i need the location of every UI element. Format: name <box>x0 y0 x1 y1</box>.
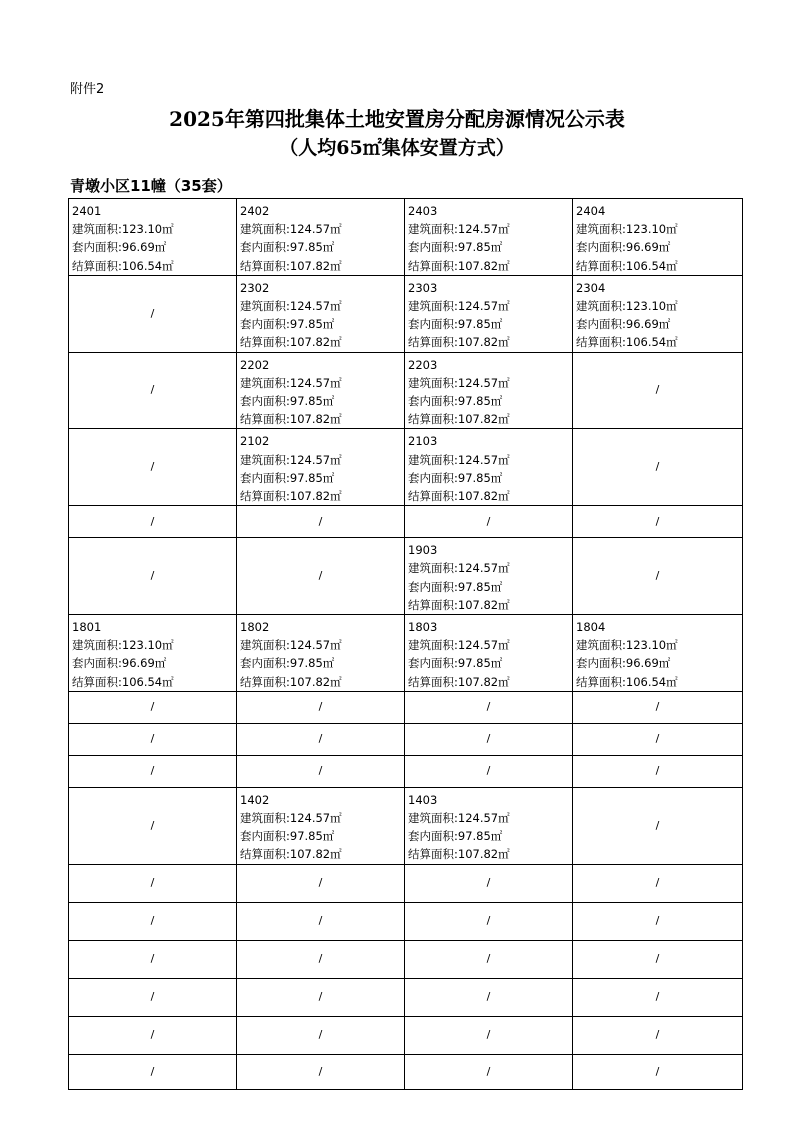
empty-cell: / <box>405 902 573 940</box>
table-row <box>69 1054 743 1089</box>
inner-area: 套内面积:97.85㎡ <box>408 470 503 485</box>
empty-cell: / <box>69 940 237 978</box>
building-area: 建筑面积:124.57㎡ <box>408 222 510 237</box>
empty-cell: / <box>573 940 743 978</box>
page-title: 2025年第四批集体土地安置房分配房源情况公示表 <box>169 107 625 131</box>
inner-area: 套内面积:97.85㎡ <box>240 240 335 255</box>
empty-cell: / <box>405 723 573 755</box>
unit-cell-1403 <box>405 787 573 864</box>
table-row <box>69 755 743 787</box>
settlement-area: 结算面积:106.54㎡ <box>576 674 678 689</box>
unit-cell-1803 <box>405 615 573 692</box>
table-row <box>69 864 743 902</box>
empty-cell: / <box>237 978 405 1016</box>
inner-area: 套内面积:97.85㎡ <box>240 829 335 844</box>
empty-cell: / <box>69 691 237 723</box>
table-row <box>69 538 743 615</box>
building-area: 建筑面积:124.57㎡ <box>240 375 342 390</box>
empty-cell: / <box>237 538 405 615</box>
unit-number: 1802 <box>240 620 270 635</box>
unit-number: 2203 <box>408 357 438 372</box>
unit-cell-2203 <box>405 352 573 429</box>
unit-number: 2401 <box>72 204 102 218</box>
building-area: 建筑面积:124.57㎡ <box>408 375 510 390</box>
unit-number: 1903 <box>408 543 438 558</box>
building-area: 建筑面积:124.57㎡ <box>408 561 510 576</box>
empty-cell: / <box>405 755 573 787</box>
unit-number: 1803 <box>408 620 438 635</box>
settlement-area: 结算面积:106.54㎡ <box>576 335 678 350</box>
settlement-area: 结算面积:106.54㎡ <box>576 258 678 273</box>
inner-area: 套内面积:97.85㎡ <box>408 240 503 255</box>
building-area: 建筑面积:123.10㎡ <box>576 638 678 653</box>
empty-cell: / <box>69 1054 237 1089</box>
unit-number: 2302 <box>240 280 270 295</box>
empty-cell: / <box>69 275 237 352</box>
building-area: 建筑面积:124.57㎡ <box>240 811 342 826</box>
unit-number: 1801 <box>72 620 102 635</box>
empty-cell: / <box>405 1016 573 1054</box>
building-area: 建筑面积:124.57㎡ <box>408 811 510 826</box>
table-row <box>69 352 743 429</box>
unit-cell-2302 <box>237 275 405 352</box>
inner-area: 套内面积:97.85㎡ <box>408 656 503 671</box>
unit-number: 2202 <box>240 357 270 372</box>
page-subtitle: （人均65㎡集体安置方式） <box>279 137 515 159</box>
settlement-area: 结算面积:107.82㎡ <box>408 258 510 273</box>
table-row <box>69 429 743 506</box>
section-title: 青墩小区11幢（35套） <box>70 177 232 195</box>
table-row <box>69 1016 743 1054</box>
empty-cell: / <box>573 723 743 755</box>
empty-cell: / <box>237 940 405 978</box>
building-area: 建筑面积:123.10㎡ <box>72 222 174 237</box>
table-row <box>69 902 743 940</box>
unit-number: 2404 <box>576 204 606 218</box>
settlement-area: 结算面积:107.82㎡ <box>408 597 510 612</box>
building-area: 建筑面积:124.57㎡ <box>240 222 342 237</box>
settlement-area: 结算面积:107.82㎡ <box>240 847 342 862</box>
settlement-area: 结算面积:107.82㎡ <box>408 674 510 689</box>
empty-cell: / <box>405 940 573 978</box>
empty-cell: / <box>573 1054 743 1089</box>
table-row <box>69 275 743 352</box>
empty-cell: / <box>573 1016 743 1054</box>
empty-cell: / <box>237 506 405 538</box>
building-area: 建筑面积:124.57㎡ <box>240 299 342 314</box>
housing-table <box>68 198 743 1090</box>
table-row <box>69 506 743 538</box>
empty-cell: / <box>573 429 743 506</box>
empty-cell: / <box>573 902 743 940</box>
unit-number: 1804 <box>576 620 606 635</box>
inner-area: 套内面积:97.85㎡ <box>408 394 503 409</box>
empty-cell: / <box>573 978 743 1016</box>
settlement-area: 结算面积:107.82㎡ <box>240 335 342 350</box>
empty-cell: / <box>573 506 743 538</box>
empty-cell: / <box>69 538 237 615</box>
unit-number: 2303 <box>408 280 438 295</box>
inner-area: 套内面积:96.69㎡ <box>576 317 671 332</box>
building-area: 建筑面积:124.57㎡ <box>408 299 510 314</box>
empty-cell: / <box>237 723 405 755</box>
table-row <box>69 787 743 864</box>
building-area: 建筑面积:123.10㎡ <box>576 299 678 314</box>
unit-cell-2202 <box>237 352 405 429</box>
unit-cell-2304 <box>573 275 743 352</box>
unit-cell-2403 <box>405 199 573 276</box>
empty-cell: / <box>237 691 405 723</box>
empty-cell: / <box>573 691 743 723</box>
empty-cell: / <box>69 352 237 429</box>
building-area: 建筑面积:123.10㎡ <box>576 222 678 237</box>
settlement-area: 结算面积:107.82㎡ <box>240 489 342 504</box>
table-row <box>69 199 743 276</box>
empty-cell: / <box>69 1016 237 1054</box>
empty-cell: / <box>69 787 237 864</box>
unit-cell-1802 <box>237 615 405 692</box>
unit-cell-2404 <box>573 199 743 276</box>
building-area: 建筑面积:124.57㎡ <box>240 452 342 467</box>
empty-cell: / <box>69 902 237 940</box>
inner-area: 套内面积:97.85㎡ <box>240 317 335 332</box>
unit-cell-2303 <box>405 275 573 352</box>
unit-cell-2401 <box>69 199 237 276</box>
empty-cell: / <box>69 755 237 787</box>
settlement-area: 结算面积:107.82㎡ <box>408 335 510 350</box>
settlement-area: 结算面积:107.82㎡ <box>408 489 510 504</box>
inner-area: 套内面积:96.69㎡ <box>72 656 167 671</box>
table-row <box>69 615 743 692</box>
unit-number: 1402 <box>240 792 270 807</box>
table-row <box>69 723 743 755</box>
unit-number: 1403 <box>408 792 438 807</box>
empty-cell: / <box>573 864 743 902</box>
building-area: 建筑面积:124.57㎡ <box>240 638 342 653</box>
inner-area: 套内面积:97.85㎡ <box>240 394 335 409</box>
empty-cell: / <box>405 864 573 902</box>
building-area: 建筑面积:124.57㎡ <box>408 452 510 467</box>
building-area: 建筑面积:124.57㎡ <box>408 638 510 653</box>
empty-cell: / <box>237 1054 405 1089</box>
settlement-area: 结算面积:106.54㎡ <box>72 258 174 273</box>
empty-cell: / <box>573 352 743 429</box>
empty-cell: / <box>573 787 743 864</box>
empty-cell: / <box>237 1016 405 1054</box>
unit-cell-1804 <box>573 615 743 692</box>
settlement-area: 结算面积:106.54㎡ <box>72 674 174 689</box>
unit-number: 2403 <box>408 204 438 218</box>
empty-cell: / <box>405 978 573 1016</box>
unit-cell-2102 <box>237 429 405 506</box>
unit-number: 2102 <box>240 434 270 449</box>
empty-cell: / <box>69 864 237 902</box>
unit-cell-1801 <box>69 615 237 692</box>
inner-area: 套内面积:97.85㎡ <box>408 829 503 844</box>
table-row <box>69 691 743 723</box>
settlement-area: 结算面积:107.82㎡ <box>408 412 510 427</box>
unit-number: 2304 <box>576 280 606 295</box>
empty-cell: / <box>405 506 573 538</box>
inner-area: 套内面积:96.69㎡ <box>576 240 671 255</box>
table-row <box>69 940 743 978</box>
empty-cell: / <box>237 902 405 940</box>
settlement-area: 结算面积:107.82㎡ <box>408 847 510 862</box>
unit-number: 2402 <box>240 204 270 218</box>
inner-area: 套内面积:97.85㎡ <box>240 470 335 485</box>
settlement-area: 结算面积:107.82㎡ <box>240 258 342 273</box>
empty-cell: / <box>69 723 237 755</box>
attachment-label: 附件2 <box>70 82 105 97</box>
empty-cell: / <box>237 864 405 902</box>
empty-cell: / <box>405 1054 573 1089</box>
inner-area: 套内面积:96.69㎡ <box>576 656 671 671</box>
empty-cell: / <box>237 755 405 787</box>
unit-cell-2402 <box>237 199 405 276</box>
unit-cell-1903 <box>405 538 573 615</box>
inner-area: 套内面积:96.69㎡ <box>72 240 167 255</box>
unit-cell-1402 <box>237 787 405 864</box>
empty-cell: / <box>405 691 573 723</box>
unit-cell-2103 <box>405 429 573 506</box>
inner-area: 套内面积:97.85㎡ <box>408 579 503 594</box>
settlement-area: 结算面积:107.82㎡ <box>240 412 342 427</box>
empty-cell: / <box>69 978 237 1016</box>
empty-cell: / <box>573 538 743 615</box>
inner-area: 套内面积:97.85㎡ <box>240 656 335 671</box>
inner-area: 套内面积:97.85㎡ <box>408 317 503 332</box>
table-row <box>69 978 743 1016</box>
empty-cell: / <box>69 429 237 506</box>
building-area: 建筑面积:123.10㎡ <box>72 638 174 653</box>
settlement-area: 结算面积:107.82㎡ <box>240 674 342 689</box>
unit-number: 2103 <box>408 434 438 449</box>
empty-cell: / <box>573 755 743 787</box>
empty-cell: / <box>69 506 237 538</box>
